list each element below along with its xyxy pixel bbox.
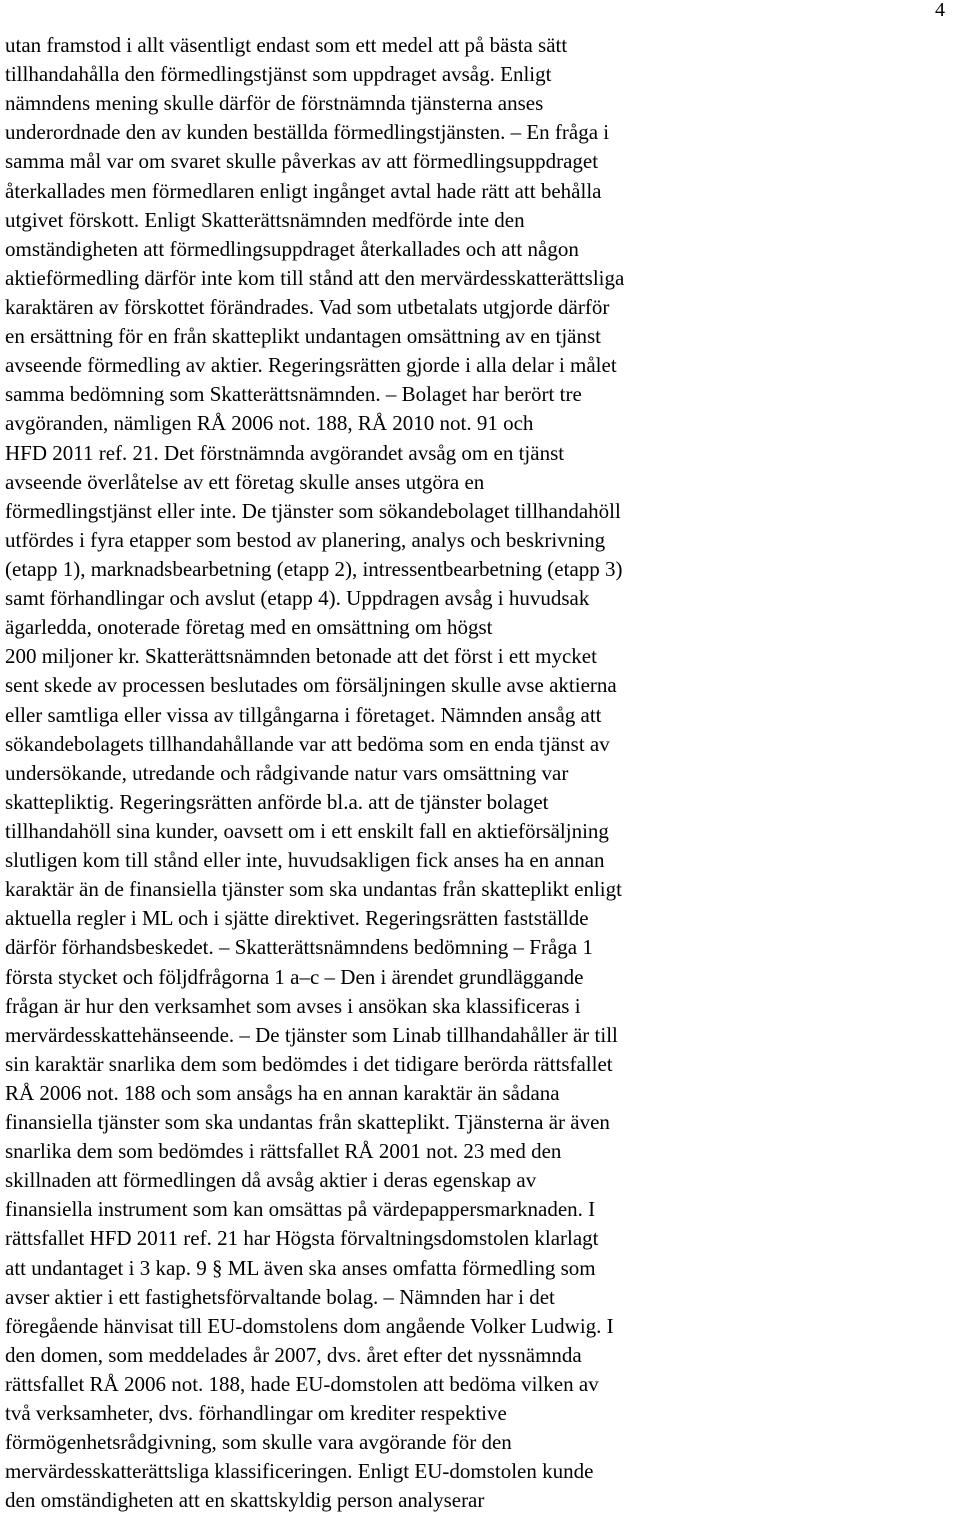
text-line: mervärdesskattehänseende. – De tjänster som Linab tillhandahåller är till [5, 1022, 618, 1047]
text-line: den domen, som meddelades år 2007, dvs. året efter det nyssnämnda [5, 1342, 582, 1367]
text-line: slutligen kom till stånd eller inte, huvudsakligen fick anses ha en annan [5, 848, 605, 873]
text-line: skattepliktig. Regeringsrätten anförde bl.a. att de tjänster bolaget [5, 789, 549, 814]
text-line: finansiella instrument som kan omsättas på värdepappersmarknaden. I [5, 1197, 596, 1222]
text-line: utgivet förskott. Enligt Skatterättsnämnden medförde inte den [5, 207, 525, 232]
text-line: underordnade den av kunden beställda förmedlingstjänsten. – En fråga i [5, 120, 610, 145]
body-text [5, 31, 945, 1516]
text-line: utan framstod i allt väsentligt endast som ett medel att på bästa sätt [5, 33, 568, 57]
text-line: nämndens mening skulle därför de förstnämnda tjänsterna anses [5, 91, 544, 116]
text-line: avseende överlåtelse av ett företag skulle anses utgöra en [5, 469, 485, 494]
text-line: tillhandahöll sina kunder, oavsett om i ett enskilt fall en aktieförsäljning [5, 818, 609, 843]
text-line: HFD 2011 ref. 21. Det förstnämnda avgörandet avsåg om en tjänst [5, 440, 565, 465]
text-line: omständigheten att förmedlingsuppdraget återkallades och att någon [5, 236, 579, 261]
text-line: föregående hänvisat till EU-domstolens dom angående Volker Ludwig. I [5, 1313, 614, 1338]
text-line: avgöranden, nämligen RÅ 2006 not. 188, RÅ 2010 not. 91 och [5, 411, 534, 436]
text-line: samt förhandlingar och avslut (etapp 4). Uppdragen avsåg i huvudsak [5, 586, 590, 611]
text-line: förmögenhetsrådgivning, som skulle vara avgörande för den [5, 1430, 512, 1455]
text-line: utfördes i fyra etapper som bestod av planering, analys och beskrivning [5, 527, 606, 552]
text-line: samma bedömning som Skatterättsnämnden. – Bolaget har berört tre [5, 382, 582, 407]
text-line: frågan är hur den verksamhet som avses i ansökan ska klassificeras i [5, 993, 581, 1018]
text-line: två verksamheter, dvs. förhandlingar om krediter respektive [5, 1401, 507, 1426]
text-line: skillnaden att förmedlingen då avsåg aktier i deras egenskap av [5, 1168, 537, 1193]
text-line: rättsfallet HFD 2011 ref. 21 har Högsta förvaltningsdomstolen klarlagt [5, 1226, 599, 1251]
text-line: eller samtliga eller vissa av tillgångarna i företaget. Nämnden ansåg att [5, 702, 602, 727]
text-line: avser aktier i ett fastighetsförvaltande bolag. – Nämnden har i det [5, 1284, 555, 1309]
text-line: karaktären av förskottet förändrades. Vad som utbetalats utgjorde därför [5, 294, 610, 319]
text-line: sökandebolagets tillhandahållande var att bedöma som en enda tjänst av [5, 731, 610, 756]
text-line: finansiella tjänster som ska undantas från skatteplikt. Tjänsterna är även [5, 1110, 610, 1135]
text-line: därför förhandsbeskedet. – Skatterättsnämndens bedömning – Fråga 1 [5, 935, 593, 960]
text-line: den omständigheten att en skattskyldig person analyserar [5, 1488, 485, 1513]
text-line: sent skede av processen beslutades om försäljningen skulle avse aktierna [5, 673, 617, 698]
text-line: 200 miljoner kr. Skatterättsnämnden betonade att det först i ett mycket [5, 644, 597, 669]
text-line: första stycket och följdfrågorna 1 a–c – Den i ärendet grundläggande [5, 964, 584, 989]
text-line: aktieförmedling därför inte kom till stånd att den mervärdesskatterättsliga [5, 265, 625, 290]
text-line: sin karaktär snarlika dem som bedömdes i det tidigare berörda rättsfallet [5, 1051, 613, 1076]
text-line: ägarledda, onoterade företag med en omsättning om högst [5, 615, 493, 640]
text-line: RÅ 2006 not. 188 och som ansågs ha en annan karaktär än sådana [5, 1080, 560, 1105]
text-line: tillhandahålla den förmedlingstjänst som uppdraget avsåg. Enligt [5, 62, 552, 87]
text-line: (etapp 1), marknadsbearbetning (etapp 2), intressentbearbetning (etapp 3) [5, 556, 623, 581]
text-line: återkallades men förmedlaren enligt ingånget avtal hade rätt att behålla [5, 178, 602, 203]
page-number: 4 [935, 0, 945, 21]
text-line: samma mål var om svaret skulle påverkas av att förmedlingsuppdraget [5, 149, 599, 174]
text-line: förmedlingstjänst eller inte. De tjänster som sökandebolaget tillhandahöll [5, 498, 621, 523]
text-line: karaktär än de finansiella tjänster som ska undantas från skatteplikt enligt [5, 877, 622, 902]
text-line: avseende förmedling av aktier. Regeringsrätten gjorde i alla delar i målet [5, 353, 617, 378]
text-line: mervärdesskatterättsliga klassificeringen. Enligt EU-domstolen kunde [5, 1459, 594, 1484]
text-line: en ersättning för en från skatteplikt undantagen omsättning av en tjänst [5, 324, 601, 349]
text-line: att undantaget i 3 kap. 9 § ML även ska anses omfatta förmedling som [5, 1255, 596, 1280]
text-line: undersökande, utredande och rådgivande natur vars omsättning var [5, 760, 569, 785]
text-line: aktuella regler i ML och i sjätte direktivet. Regeringsrätten fastställde [5, 906, 589, 931]
text-line: rättsfallet RÅ 2006 not. 188, hade EU-domstolen att bedöma vilken av [5, 1372, 599, 1397]
text-line: snarlika dem som bedömdes i rättsfallet RÅ 2001 not. 23 med den [5, 1139, 562, 1164]
